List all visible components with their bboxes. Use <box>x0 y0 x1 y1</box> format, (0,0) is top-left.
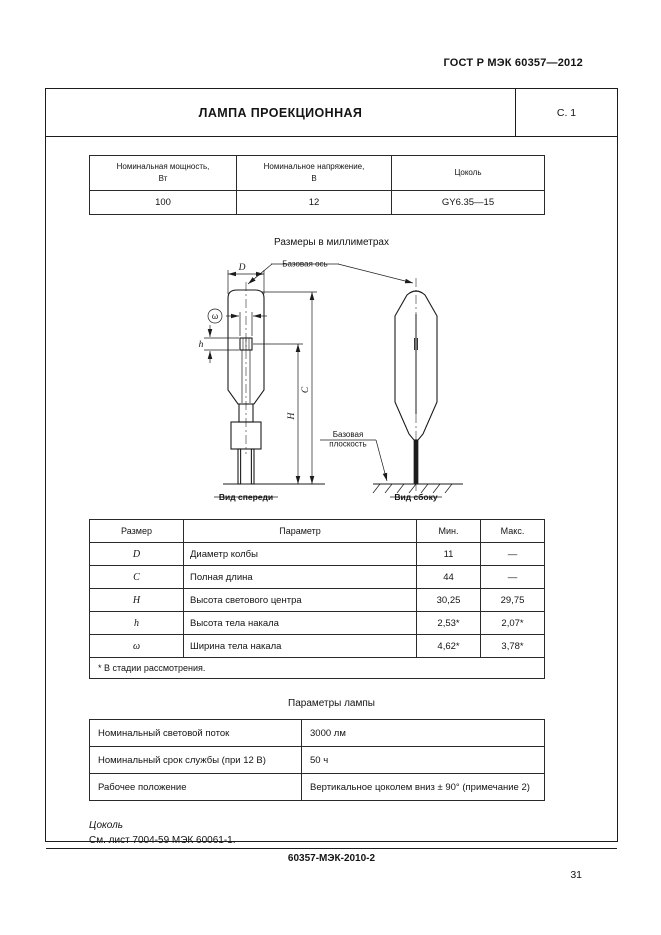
size-cell: C <box>90 566 184 589</box>
header-line: Номинальное напряжение, <box>263 162 365 171</box>
ratings-header-cap <box>392 156 545 191</box>
base-plane-label-line2: плоскость <box>329 439 367 449</box>
dimensions-header-row <box>90 520 545 543</box>
page-number: 31 <box>570 869 582 881</box>
min-cell: 44 <box>417 566 481 589</box>
footnote-row <box>90 658 545 679</box>
min-cell: 30,25 <box>417 589 481 612</box>
ratings-table <box>89 155 545 215</box>
col-header-max: Макс. <box>481 520 545 543</box>
table-row <box>90 774 545 801</box>
param-cell: Полная длина <box>184 566 417 589</box>
param-value: Вертикальное цоколем вниз ± 90° (примечание 2) <box>302 774 545 801</box>
param-value: 50 ч <box>302 747 545 774</box>
cap-section <box>89 818 617 848</box>
lamp-dimension-drawing <box>76 254 546 506</box>
cap-section-title: Цоколь <box>89 820 124 831</box>
base-plane-label-line1: Базовая <box>332 430 364 439</box>
param-name: Номинальный срок службы (при 12 В) <box>90 747 302 774</box>
size-cell: H <box>90 589 184 612</box>
voltage-value: 12 <box>237 191 392 215</box>
sheet-footer-code: 60357-МЭК-2010-2 <box>46 848 617 867</box>
size-cell: ω <box>90 635 184 658</box>
max-cell: — <box>481 543 545 566</box>
base-pin <box>238 449 241 484</box>
drawing-caption: Размеры в миллиметрах <box>274 237 389 248</box>
ratings-header-row <box>90 156 545 191</box>
lamp-params-caption: Параметры лампы <box>288 698 375 709</box>
table-row <box>90 589 545 612</box>
sheet-body <box>46 137 617 848</box>
header-line: В <box>311 174 317 183</box>
col-header-param: Параметр <box>184 520 417 543</box>
front-view-caption: Вид спереди <box>218 492 274 502</box>
param-cell: Ширина тела накала <box>184 635 417 658</box>
param-cell: Высота тела накала <box>184 612 417 635</box>
lamp-params-table <box>89 719 545 801</box>
base-pin <box>251 449 254 484</box>
cap-value: GY6.35—15 <box>392 191 545 215</box>
document-frame <box>45 88 618 864</box>
dimension-lines <box>204 264 463 497</box>
header-line: Вт <box>158 174 168 183</box>
min-cell: 4,62* <box>417 635 481 658</box>
dim-label-h: h <box>198 340 204 350</box>
max-cell: 2,07* <box>481 612 545 635</box>
table-row <box>90 747 545 774</box>
dim-label-H: H <box>287 412 297 420</box>
power-value: 100 <box>90 191 237 215</box>
table-footnote: * В стадии рассмотрения. <box>90 658 545 679</box>
table-row <box>90 635 545 658</box>
param-name: Номинальный световой поток <box>90 720 302 747</box>
dim-label-d: D <box>238 263 246 273</box>
lamp-drawing-svg <box>76 254 546 506</box>
min-cell: 11 <box>417 543 481 566</box>
lamp-side-view <box>395 278 437 494</box>
sheet-header <box>46 89 617 137</box>
page-title: ЛАМПА ПРОЕКЦИОННАЯ <box>46 89 516 136</box>
min-cell: 2,53* <box>417 612 481 635</box>
ratings-value-row <box>90 191 545 215</box>
param-cell: Диаметр колбы <box>184 543 417 566</box>
max-cell: — <box>481 566 545 589</box>
sheet-number: С. 1 <box>556 106 577 119</box>
size-cell: h <box>90 612 184 635</box>
table-row <box>90 612 545 635</box>
ratings-header-voltage <box>237 156 392 191</box>
col-header-size: Размер <box>90 520 184 543</box>
dim-label-c: C <box>301 386 311 394</box>
col-header-min: Мин. <box>417 520 481 543</box>
standard-reference: ГОСТ Р МЭК 60357—2012 <box>443 57 583 69</box>
side-view-caption: Вид сбоку <box>394 492 438 502</box>
base-axis-label: Базовая ось <box>282 259 328 269</box>
table-row <box>90 543 545 566</box>
max-cell: 3,78* <box>481 635 545 658</box>
param-name: Рабочее положение <box>90 774 302 801</box>
header-line: Номинальная мощность, <box>116 162 210 171</box>
dim-label-omega: ω <box>211 311 219 321</box>
ratings-header-power <box>90 156 237 191</box>
param-value: 3000 лм <box>302 720 545 747</box>
table-row <box>90 720 545 747</box>
size-cell: D <box>90 543 184 566</box>
max-cell: 29,75 <box>481 589 545 612</box>
lamp-front-view <box>228 282 264 484</box>
dimensions-table <box>89 519 545 679</box>
table-row <box>90 566 545 589</box>
header-line: Цоколь <box>454 168 482 177</box>
cap-section-text: См. лист 7004-59 МЭК 60061-1. <box>89 835 236 846</box>
param-cell: Высота светового центра <box>184 589 417 612</box>
